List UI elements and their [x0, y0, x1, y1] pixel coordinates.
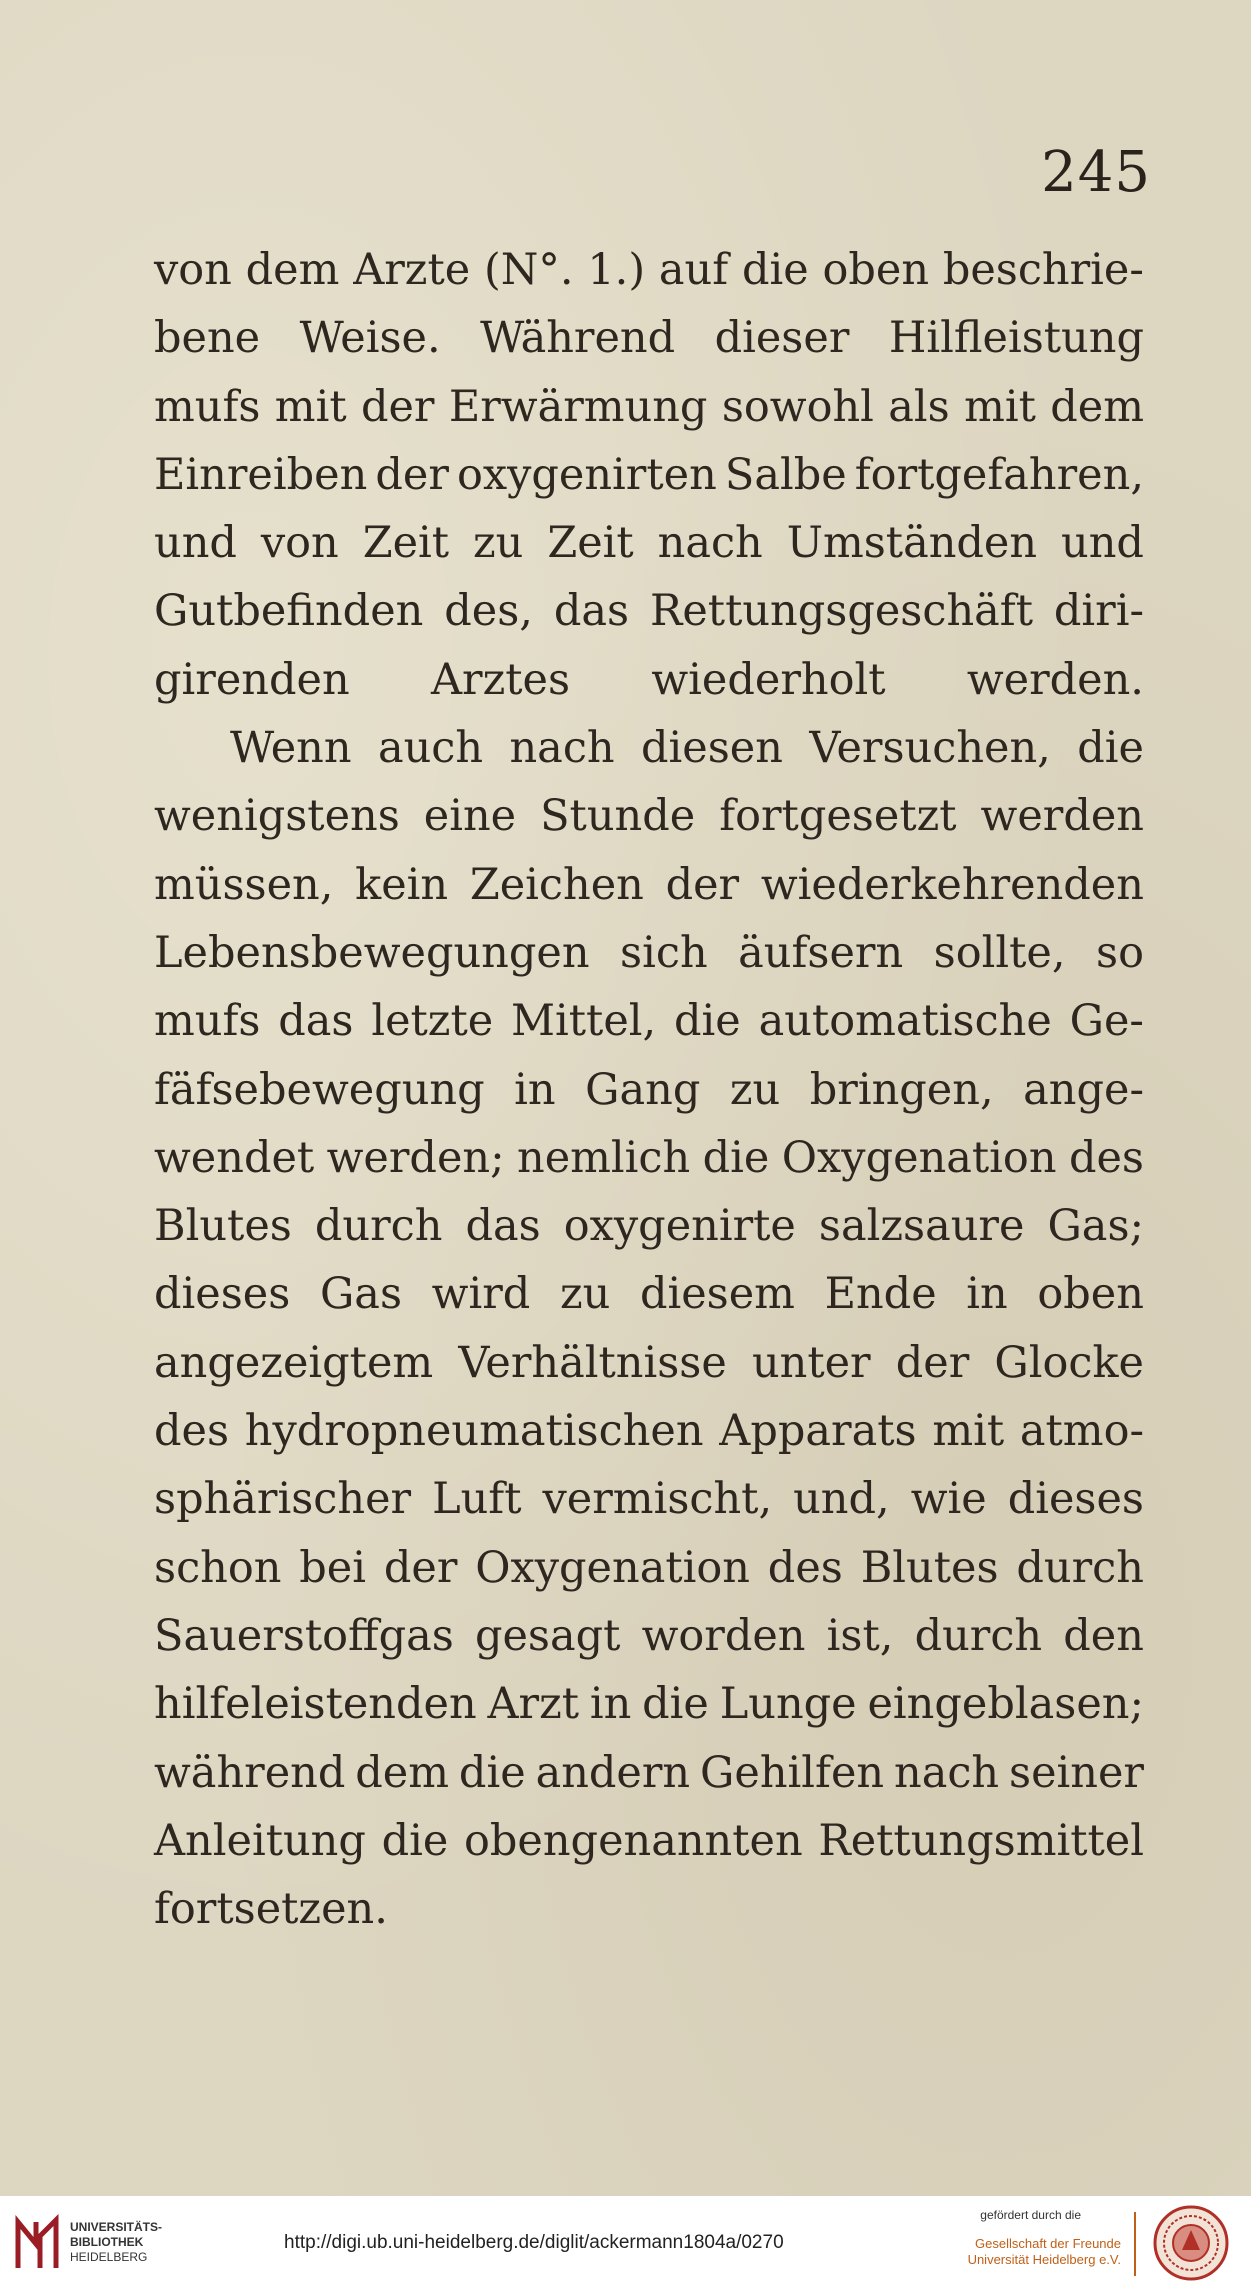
word: angezeigtem	[154, 1337, 434, 1388]
word: wiederholt	[651, 654, 886, 705]
text-line	[154, 1260, 1144, 1328]
library-name-line1: UNIVERSITÄTS-	[70, 2220, 163, 2234]
word: automatische	[758, 996, 1052, 1047]
footer-divider	[1134, 2212, 1136, 2276]
word: Umständen	[786, 518, 1038, 569]
word: während	[154, 1747, 346, 1798]
word: dieses	[154, 1269, 291, 1320]
word: Anleitung	[154, 1815, 366, 1866]
word: und,	[793, 1474, 890, 1525]
word: seiner	[1009, 1747, 1144, 1798]
word: wiederkehrenden	[760, 859, 1144, 910]
word: Blutes	[154, 1201, 292, 1252]
word: die	[381, 1815, 449, 1866]
word: sphärischer	[154, 1474, 412, 1525]
word: unter	[751, 1337, 871, 1388]
text-line	[154, 1875, 1144, 1943]
word: oxygenirten	[456, 449, 717, 500]
word: zu	[559, 1269, 611, 1320]
word: Stunde	[540, 791, 696, 842]
word: eine	[423, 791, 517, 842]
word: Rettungsgeschäft	[649, 586, 1033, 637]
word: werden;	[326, 1132, 505, 1183]
sponsor-name-line1: Gesellschaft der Freunde	[975, 2236, 1121, 2251]
word: oben	[1037, 1269, 1144, 1320]
word: diesen	[641, 723, 783, 774]
word: sich	[620, 927, 708, 978]
word: des	[1068, 1132, 1144, 1183]
word: dem	[245, 245, 340, 295]
word: der	[383, 1542, 458, 1593]
word: ist,	[826, 1610, 894, 1661]
word: der	[375, 449, 449, 500]
word: oxygenirte	[563, 1201, 796, 1252]
word: die	[458, 1747, 526, 1798]
text-line	[154, 1534, 1144, 1602]
word: auch	[377, 723, 484, 774]
word: Hilfleistung	[888, 313, 1144, 364]
word: Arzte	[353, 245, 471, 295]
text-line	[154, 509, 1144, 577]
word: Luft	[432, 1474, 522, 1525]
library-name-line3: HEIDELBERG	[70, 2250, 148, 2264]
word: Gutbefinden	[154, 586, 424, 637]
word: die	[642, 1679, 709, 1730]
word: von	[260, 518, 339, 569]
word: Gang	[585, 1064, 701, 1115]
word: Wenn	[230, 723, 352, 774]
text-line	[154, 1739, 1144, 1807]
word: Blutes	[860, 1542, 999, 1593]
text-line	[154, 646, 1144, 714]
word: obengenannten	[463, 1815, 803, 1866]
word: sollte,	[933, 927, 1066, 978]
word: so	[1096, 927, 1144, 978]
word: Verhältnisse	[458, 1337, 727, 1388]
word: zu	[729, 1064, 781, 1115]
word: in	[514, 1064, 556, 1115]
word: die	[741, 245, 809, 295]
permalink-url[interactable]: http://digi.ub.uni-heidelberg.de/diglit/ackermann1804a/0270	[284, 2232, 784, 2253]
word: Weise.	[299, 313, 441, 364]
word: mufs	[154, 381, 261, 432]
word: bene	[154, 313, 261, 364]
word: dem	[1050, 381, 1144, 432]
word: letzte	[371, 996, 494, 1047]
word: worden	[641, 1610, 806, 1661]
word: mufs	[154, 996, 261, 1047]
word: sowohl	[721, 381, 874, 432]
word: als	[888, 381, 950, 432]
word: eingeblasen;	[867, 1679, 1144, 1730]
word: wenigstens	[154, 791, 400, 842]
word: salzsaure	[818, 1201, 1025, 1252]
word: Oxygenation	[781, 1132, 1057, 1183]
word: Erwärmung	[448, 381, 708, 432]
word: Arzt	[487, 1679, 580, 1730]
word: des,	[444, 586, 533, 637]
word: und	[1061, 518, 1144, 569]
word: oben	[822, 245, 930, 295]
text-line	[154, 782, 1144, 850]
word: Gas	[319, 1269, 403, 1320]
word: zu	[473, 518, 524, 569]
word: das	[465, 1201, 541, 1252]
word: girenden	[154, 654, 350, 705]
text-line	[154, 1807, 1144, 1875]
word: das	[553, 586, 630, 637]
word: durch	[914, 1610, 1043, 1661]
word: Rettungsmittel	[818, 1815, 1144, 1866]
word: diesem	[639, 1269, 795, 1320]
text-line	[154, 1397, 1144, 1465]
word: Lunge	[719, 1679, 857, 1730]
library-name	[70, 2220, 162, 2265]
word: nach	[509, 723, 615, 774]
text-line	[154, 1192, 1144, 1260]
word: fäfsebewegung	[154, 1064, 485, 1115]
text-line	[154, 851, 1144, 919]
word: werden.	[966, 654, 1144, 705]
word: 1.)	[587, 245, 646, 295]
word: die	[702, 1132, 770, 1183]
sponsor-name-line2: Universität Heidelberg e.V.	[967, 2252, 1121, 2267]
word: gesagt	[474, 1610, 621, 1661]
word: vermischt,	[542, 1474, 773, 1525]
word: Lebensbewegungen	[154, 927, 590, 978]
word: mit	[964, 381, 1036, 432]
word: Oxygenation	[475, 1542, 750, 1593]
word: hydropneumatischen	[244, 1406, 704, 1457]
word: Glocke	[994, 1337, 1144, 1388]
word: den	[1063, 1610, 1144, 1661]
word: des	[154, 1406, 230, 1457]
word: mit	[274, 381, 347, 432]
word: und	[154, 518, 237, 569]
word: fortsetzen.	[154, 1884, 388, 1935]
text-line	[154, 577, 1144, 645]
word: Apparats	[719, 1406, 917, 1457]
word: Mittel,	[511, 996, 657, 1047]
text-line	[154, 1670, 1144, 1738]
word: das	[278, 996, 354, 1047]
word: wie	[910, 1474, 987, 1525]
university-seal-icon	[1152, 2204, 1230, 2282]
word: fortgesetzt	[719, 791, 957, 842]
word: kein	[355, 859, 449, 910]
word: beschrie-	[942, 245, 1144, 295]
word: nach	[894, 1747, 1000, 1798]
word: bei	[299, 1542, 367, 1593]
word: in	[589, 1679, 632, 1730]
word: durch	[1016, 1542, 1144, 1593]
word: die	[674, 996, 741, 1047]
text-line	[154, 1465, 1144, 1533]
word: Arztes	[430, 654, 571, 705]
text-line	[154, 236, 1144, 304]
word: äufsern	[738, 927, 904, 978]
word: Versuchen,	[809, 723, 1051, 774]
word: auf	[658, 245, 729, 295]
word: nach	[657, 518, 763, 569]
text-line	[154, 1329, 1144, 1397]
text-line	[154, 1056, 1144, 1124]
text-line	[154, 1602, 1144, 1670]
word: (N°.	[483, 245, 574, 295]
word: ange-	[1023, 1064, 1144, 1115]
word: fortgefahren,	[854, 449, 1144, 500]
word: die	[1077, 723, 1144, 774]
text-line	[154, 304, 1144, 372]
library-name-line2: BIBLIOTHEK	[70, 2235, 144, 2249]
text-line	[154, 919, 1144, 987]
word: Zeit	[547, 518, 634, 569]
text-line	[154, 373, 1144, 441]
word: Sauerstoffgas	[154, 1610, 454, 1661]
sponsor-name	[968, 2236, 1121, 2268]
word: andern	[535, 1747, 691, 1798]
word: des	[767, 1542, 843, 1593]
word: dieses	[1007, 1474, 1144, 1525]
text-line	[154, 714, 1144, 782]
word: Gas;	[1047, 1201, 1144, 1252]
word: Während	[480, 313, 676, 364]
sponsor-label: gefördert durch die	[980, 2208, 1081, 2222]
text-line	[154, 1124, 1144, 1192]
word: Gehilfen	[700, 1747, 885, 1798]
word: Salbe	[724, 449, 847, 500]
word: wird	[431, 1269, 531, 1320]
word: dem	[355, 1747, 450, 1798]
word: bringen,	[809, 1064, 994, 1115]
word: diri-	[1053, 586, 1144, 637]
word: in	[966, 1269, 1008, 1320]
word: von	[154, 245, 232, 295]
text-line	[154, 441, 1144, 509]
word: Einreiben	[154, 449, 368, 500]
word: hilfeleistenden	[154, 1679, 477, 1730]
text-line	[154, 987, 1144, 1055]
word: schon	[154, 1542, 282, 1593]
word: der	[360, 381, 435, 432]
sponsor-block	[968, 2208, 1121, 2268]
body-text	[154, 236, 1144, 1943]
word: Zeichen	[469, 859, 644, 910]
word: wendet	[154, 1132, 315, 1183]
word: werden	[980, 791, 1144, 842]
word: der	[895, 1337, 970, 1388]
word: Ende	[824, 1269, 937, 1320]
word: mit	[932, 1406, 1005, 1457]
word: dieser	[714, 313, 850, 364]
word: nemlich	[517, 1132, 691, 1183]
word: der	[665, 859, 740, 910]
word: Ge-	[1069, 996, 1144, 1047]
page-number: 245	[1041, 140, 1151, 205]
word: durch	[314, 1201, 443, 1252]
word: Zeit	[362, 518, 450, 569]
word: müssen,	[154, 859, 334, 910]
word: atmo-	[1019, 1406, 1144, 1457]
university-library-logo-icon	[14, 2214, 60, 2272]
footer-bar	[0, 2196, 1251, 2289]
